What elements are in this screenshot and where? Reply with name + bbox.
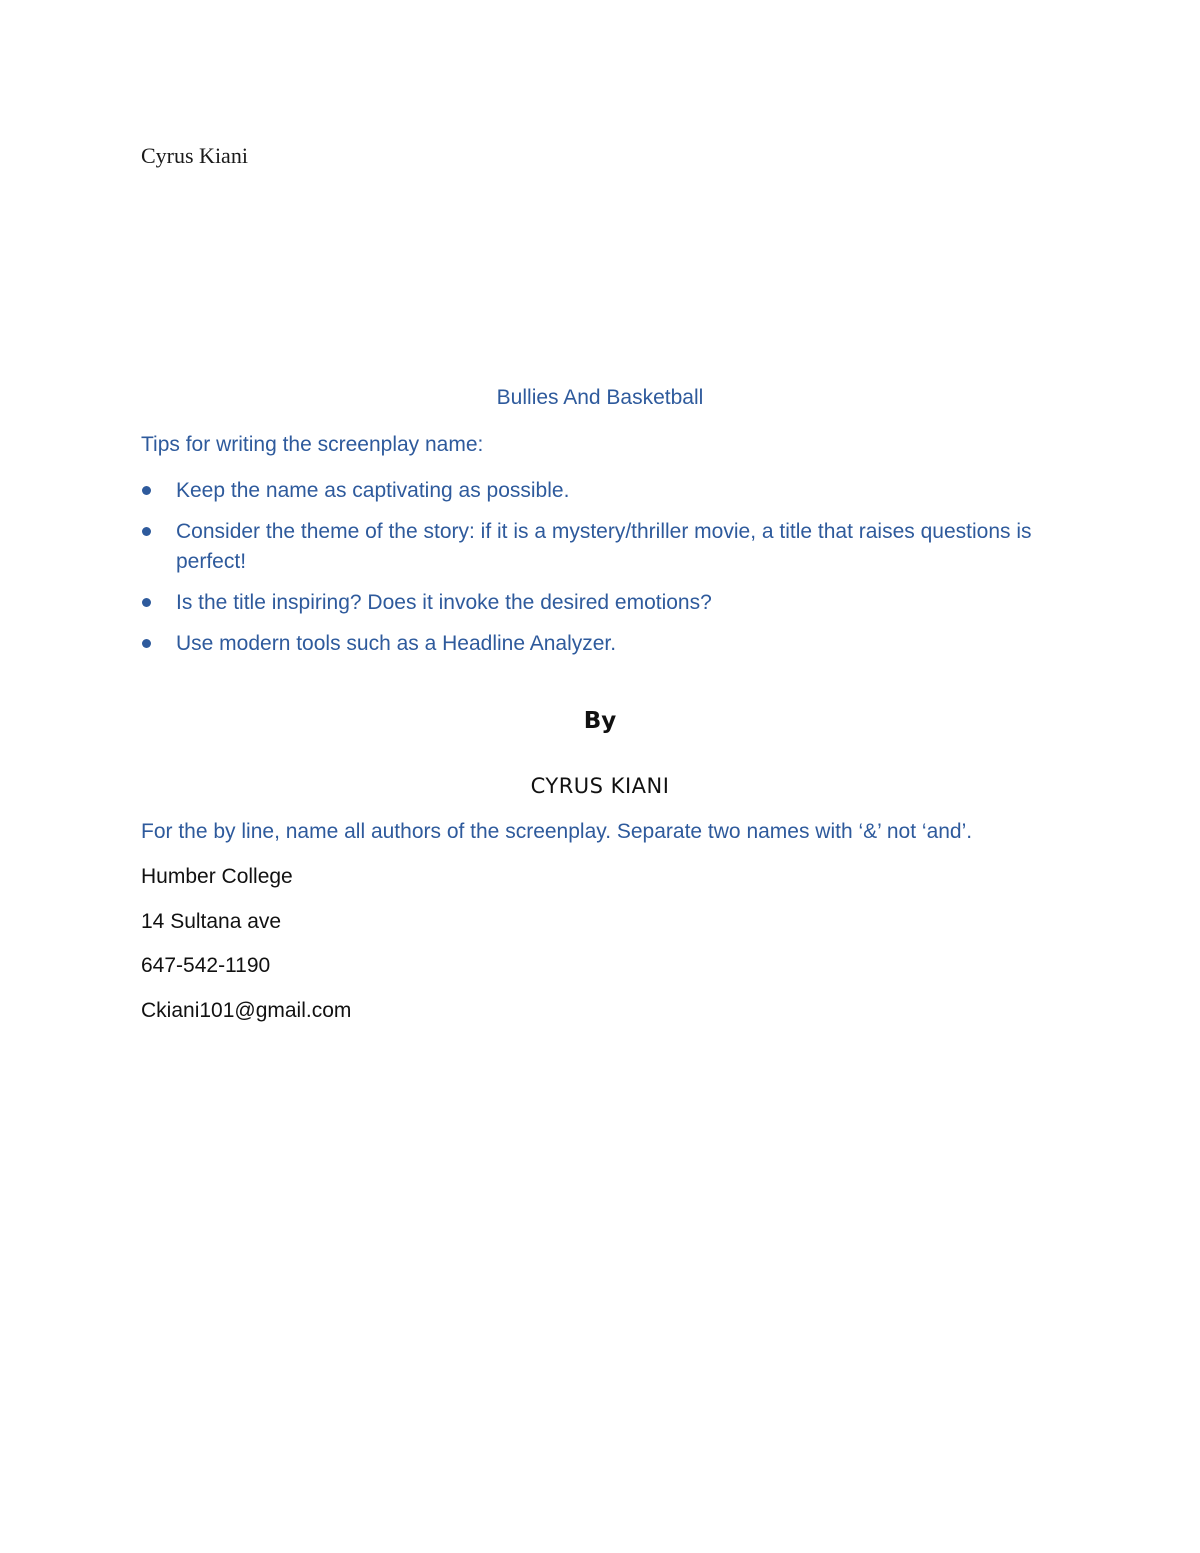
tip-text: Is the title inspiring? Does it invoke the desired emotions?	[176, 591, 712, 614]
bullet-icon	[142, 486, 151, 495]
tip-item	[141, 588, 1061, 618]
tip-text: Keep the name as captivating as possible.	[176, 479, 570, 502]
tips-list	[141, 476, 1061, 670]
bullet-icon	[142, 598, 151, 607]
author-name-caps: CYRUS KIANI	[530, 774, 670, 798]
tips-heading: Tips for writing the screenplay name:	[141, 433, 484, 456]
contact-street-address: 14 Sultana ave	[141, 910, 282, 933]
contact-school: Humber College	[141, 865, 293, 888]
tip-item	[141, 476, 1061, 506]
by-label: By	[583, 708, 617, 734]
contact-phone: 647-542-1190	[141, 954, 271, 977]
byline-note: For the by line, name all authors of the screenplay. Separate two names with ‘&’ not ‘and’.	[141, 820, 973, 843]
bullet-icon	[142, 527, 151, 536]
bullet-icon	[142, 639, 151, 648]
screenplay-title: Bullies And Basketball	[496, 386, 704, 409]
header-author-name: Cyrus Kiani	[141, 143, 248, 168]
tip-item	[141, 517, 1061, 577]
tip-item	[141, 629, 1061, 659]
tip-text: Consider the theme of the story: if it is a mystery/thriller movie, a title that raises questions is perfect!	[176, 520, 1032, 573]
contact-email: Ckiani101@gmail.com	[141, 999, 352, 1022]
tip-text: Use modern tools such as a Headline Analyzer.	[176, 632, 617, 655]
